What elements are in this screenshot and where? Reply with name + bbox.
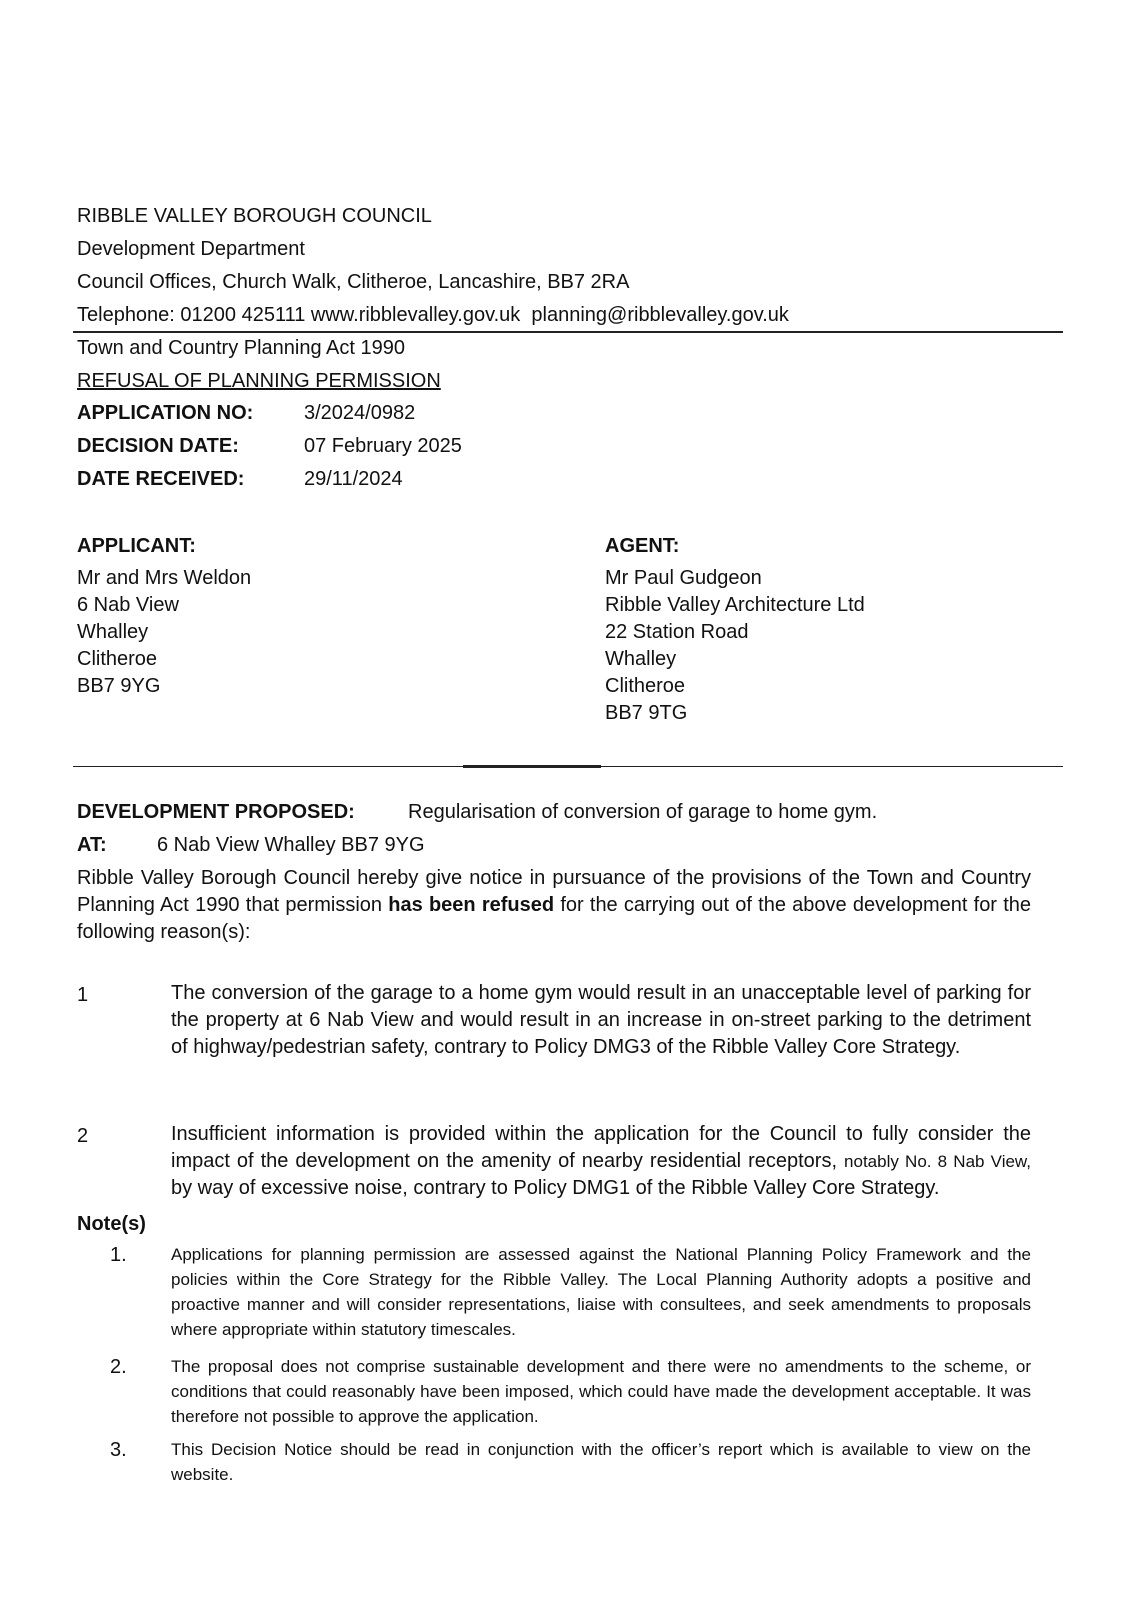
reason-number: 1 — [77, 984, 89, 1006]
applicant-line: Whalley — [77, 621, 149, 643]
council-address: Council Offices, Church Walk, Clitheroe, Lancashire, BB7 2RA — [77, 271, 630, 293]
note-number: 1. — [110, 1244, 127, 1266]
applicant-heading: APPLICANT: — [77, 535, 196, 557]
agent-line: Mr Paul Gudgeon — [605, 567, 762, 589]
agent-line: 22 Station Road — [605, 621, 749, 643]
reason-text: The conversion of the garage to a home gym would result in an unacceptable level of parking for the property at 6 Nab View and would result in an increase in on-street parking to the detriment of highway/pedestrian safety, contrary to Policy DMG3 of the Ribble Valley Core Strategy. — [171, 982, 1031, 1058]
applicant-line: BB7 9YG — [77, 675, 161, 697]
note-number: 3. — [110, 1439, 127, 1461]
note-text: The proposal does not comprise sustainable development and there were no amendments to the scheme, or conditions that could reasonably have been imposed, which could have made the development acceptable. It was therefore not possible to approve the application. — [171, 1357, 1031, 1426]
refusal-emphasis: has been refused — [388, 894, 555, 916]
email-link[interactable]: planning@ribblevalley.gov.uk — [531, 304, 789, 326]
note-number: 2. — [110, 1356, 127, 1378]
applicant-line: Clitheroe — [77, 648, 158, 670]
development-label: DEVELOPMENT PROPOSED: — [77, 801, 355, 823]
website-link[interactable]: www.ribblevalley.gov.uk — [310, 304, 521, 326]
agent-line: Clitheroe — [605, 675, 686, 697]
development-value: Regularisation of conversion of garage to home gym. — [408, 801, 878, 823]
department: Development Department — [77, 238, 305, 260]
agent-heading: AGENT: — [605, 535, 680, 557]
applicant-line: 6 Nab View — [77, 594, 179, 616]
refusal-statement: Ribble Valley Borough Council hereby give notice in pursuance of the provisions of the Town and Country Planning Act 1990 that permission has been refused for the carrying out of the above development for the following reason(s): — [77, 867, 1031, 943]
note-text: Applications for planning permission are assessed against the National Planning Policy Framework and the policies within the Core Strategy for the Ribble Valley. The Local Planning Authority adopts a positive and proactive manner and will consider representations, liaise with consultees, and seek amendments to proposals where appropriate within statutory timescales. — [171, 1245, 1031, 1339]
address-divider-mark — [463, 765, 601, 768]
agent-line: BB7 9TG — [605, 702, 688, 724]
application-no-label: APPLICATION NO: — [77, 402, 254, 424]
agent-address — [605, 565, 865, 727]
agent-line: Whalley — [605, 648, 677, 670]
reason-number: 2 — [77, 1125, 89, 1147]
date-received-value: 29/11/2024 — [304, 468, 403, 490]
decision-date-value: 07 February 2025 — [304, 435, 462, 457]
date-received-label: DATE RECEIVED: — [77, 468, 245, 490]
council-name: RIBBLE VALLEY BOROUGH COUNCIL — [77, 205, 432, 227]
act-title: Town and Country Planning Act 1990 — [77, 337, 405, 359]
contact-line — [77, 304, 789, 327]
reason-text: Insufficient information is provided within the application for the Council to fully consider the impact of the development on the amenity of nearby residential receptors, notably No. 8 Nab View, by way of excessive noise, contrary to Policy DMG1 of the Ribble Valley Core Strategy. — [171, 1123, 1031, 1199]
agent-line: Ribble Valley Architecture Ltd — [605, 594, 865, 616]
telephone: Telephone: 01200 425111 — [77, 304, 306, 326]
header-divider — [73, 331, 1063, 333]
note-text: This Decision Notice should be read in conjunction with the officer’s report which is available to view on the website. — [171, 1440, 1031, 1484]
site-value: 6 Nab View Whalley BB7 9YG — [157, 834, 425, 856]
notes-heading: Note(s) — [77, 1213, 146, 1235]
applicant-address — [77, 565, 251, 700]
decision-date-label: DECISION DATE: — [77, 435, 239, 457]
site-label: AT: — [77, 834, 107, 856]
notice-type: REFUSAL OF PLANNING PERMISSION — [77, 370, 441, 392]
application-no-value: 3/2024/0982 — [304, 402, 416, 424]
applicant-line: Mr and Mrs Weldon — [77, 567, 252, 589]
